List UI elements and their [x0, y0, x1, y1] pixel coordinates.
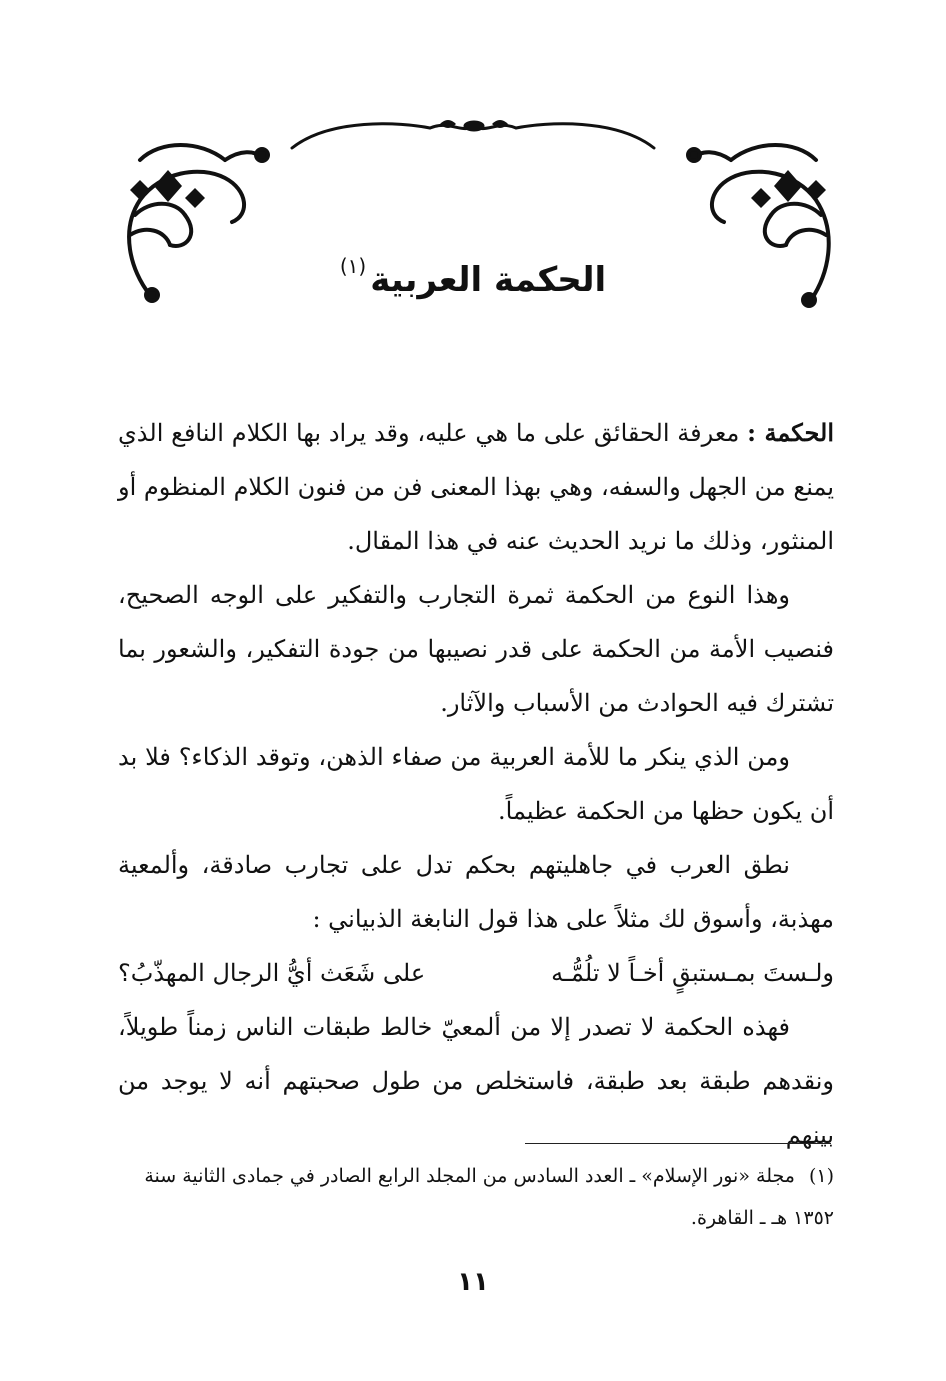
top-swoosh-ornament [292, 120, 654, 148]
poem-first-hemistich: ولـستَ بمـستبقٍ أخـاً لا تلُمُّـه [551, 959, 834, 987]
paragraph-5: فهذه الحكمة لا تصدر إلا من ألمعيّ خالط طبقات الناس زمناً طويلاً، ونقدهم طبقة بعد طبقة، فاستخلص من طول صحبتهم أنه لا يوجد من بينهم [118, 1013, 834, 1149]
footnotes [118, 1155, 834, 1239]
article-title-text: الحكمة العربية [370, 260, 607, 300]
poem-verse [118, 946, 834, 1000]
page-number: ١١ [457, 1267, 489, 1297]
paragraph-2: وهذا النوع من الحكمة ثمرة التجارب والتفكير على الوجه الصحيح، فنصيب الأمة من الحكمة على قدر نصيبها من جودة التفكير، والشعور بما تشترك فيه الحوادث من الأسباب والآثار. [118, 581, 834, 717]
defined-term: الحكمة : [747, 418, 835, 447]
paragraph-4: نطق العرب في جاهليتهم بحكم تدل على تجارب صادقة، وألمعية مهذبة، وأسوق لك مثلاً على هذا قول النابغة الذبياني : [118, 851, 834, 933]
paragraph-1-text: معرفة الحقائق على ما هي عليه، وقد يراد بها الكلام النافع الذي يمنع من الجهل والسفه، وهي بهذا المعنى فن من فنون الكلام المنظوم أو المنثور، وذلك ما نريد الحديث عنه في هذا المقال. [118, 419, 834, 555]
article-title [0, 236, 946, 310]
poem-second-hemistich: على شَعَث أيُّ الرجال المهذّبُ؟ [118, 959, 426, 987]
footnote-separator [525, 1143, 831, 1144]
footnote-marker: (١) [808, 1165, 834, 1187]
paragraph-3: ومن الذي ينكر ما للأمة العربية من صفاء الذهن، وتوقد الذكاء؟ فلا بد أن يكون حظها من الحكمة عظيماً. [118, 743, 834, 825]
footnote-item [118, 1155, 834, 1239]
article-body [118, 406, 834, 1162]
paragraph-1 [118, 406, 834, 568]
title-footnote-ref[interactable]: (١) [339, 254, 367, 278]
footnote-text: مجلة «نور الإسلام» ـ العدد السادس من المجلد الرابع الصادر في جمادى الثانية سنة ١٣٥٢ هـ ـ القاهرة. [144, 1165, 834, 1229]
